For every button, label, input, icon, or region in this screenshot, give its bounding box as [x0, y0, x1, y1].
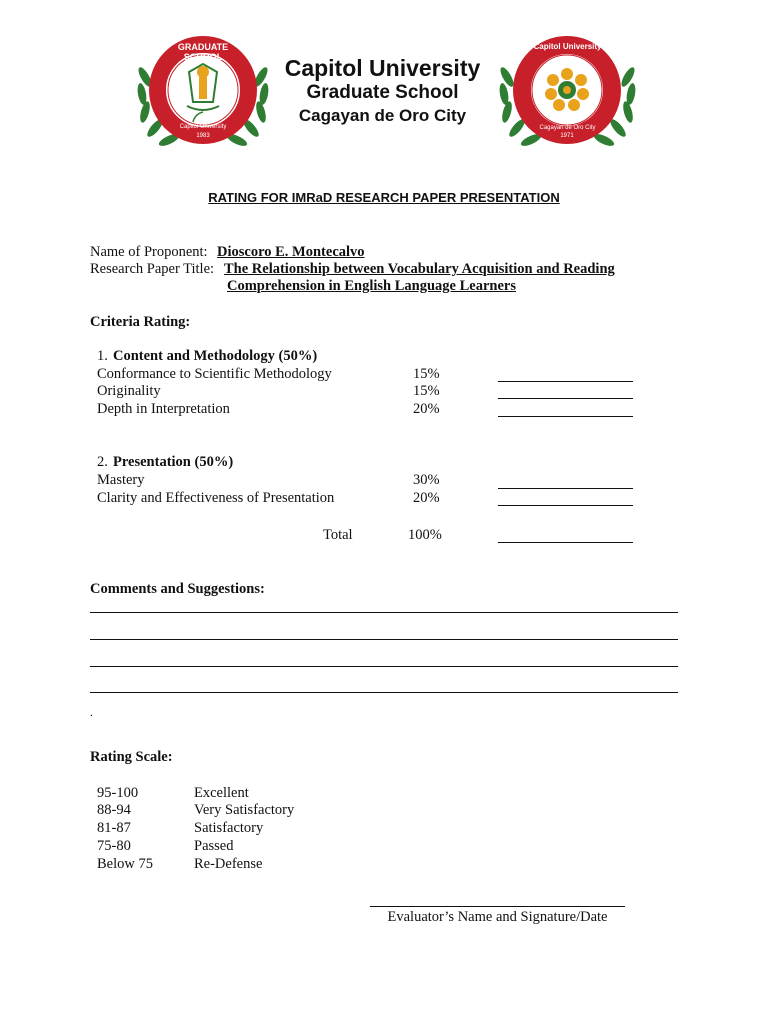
criterion-label: Mastery [97, 472, 145, 488]
scale-range: 88-94 [97, 802, 131, 818]
signature-caption: Evaluator’s Name and Signature/Date [387, 909, 608, 925]
scale-range: 75-80 [97, 838, 131, 854]
city-name: Cagayan de Oro City [298, 106, 467, 125]
comment-line[interactable] [90, 639, 678, 640]
criterion-label: Clarity and Effectiveness of Presentation [97, 490, 335, 506]
university-name: Capitol University [284, 55, 481, 81]
scale-heading: Rating Scale: [90, 749, 173, 765]
rating-blank[interactable] [498, 381, 633, 382]
criterion-label: Originality [97, 383, 161, 399]
left-seal-ring-text: GRADUATE SCHOOL [177, 42, 229, 62]
paper-title-label: Research Paper Title: [90, 261, 215, 277]
comment-line[interactable] [90, 612, 678, 613]
left-seal-inner-text: Capitol University [179, 124, 227, 130]
rating-blank[interactable] [498, 398, 633, 399]
criterion-weight: 20% [413, 401, 440, 417]
criterion-weight: 30% [413, 472, 440, 488]
criterion-weight: 15% [413, 383, 440, 399]
rating-blank[interactable] [498, 416, 633, 417]
scale-range: 81-87 [97, 820, 131, 836]
scale-desc: Passed [194, 838, 234, 854]
section2-title: Presentation (50%) [113, 454, 234, 470]
section1-number: 1. [97, 348, 108, 364]
proponent-label: Name of Proponent: [90, 244, 208, 260]
form-title: RATING FOR IMRaD RESEARCH PAPER PRESENTATION [208, 190, 560, 205]
section2-number: 2. [97, 454, 108, 470]
scale-desc: Re-Defense [194, 856, 263, 872]
comment-line[interactable] [90, 666, 678, 667]
comment-line[interactable] [90, 692, 678, 693]
graduate-school-seal [133, 32, 273, 154]
criterion-label: Depth in Interpretation [97, 401, 230, 417]
rating-blank[interactable] [498, 505, 633, 506]
criterion-weight: 15% [413, 366, 440, 382]
criterion-weight: 20% [413, 490, 440, 506]
signature-line[interactable] [370, 906, 625, 907]
criteria-heading: Criteria Rating: [90, 314, 191, 330]
right-seal-bottom-text: Cagayan de Oro City [539, 125, 596, 131]
scale-desc: Excellent [194, 785, 249, 801]
criterion-label: Conformance to Scientific Methodology [97, 366, 332, 382]
right-seal-ring-text: Capitol University [533, 42, 602, 51]
capitol-university-seal [495, 32, 640, 154]
comments-heading: Comments and Suggestions: [90, 581, 265, 597]
scale-desc: Satisfactory [194, 820, 264, 836]
proponent-name: Dioscoro E. Montecalvo [217, 244, 365, 260]
right-seal-year: 1971 [560, 133, 574, 139]
scale-desc: Very Satisfactory [194, 802, 295, 818]
left-seal-year: 1983 [196, 133, 210, 139]
total-rating-blank[interactable] [498, 542, 633, 543]
total-weight: 100% [408, 527, 442, 543]
total-label: Total [323, 527, 353, 543]
school-name: Graduate School [306, 82, 459, 103]
paper-title-line1: The Relationship between Vocabulary Acquisition and Reading [224, 261, 615, 277]
paper-title-line2: Comprehension in English Language Learners [227, 278, 516, 294]
stray-dot: . [90, 707, 93, 719]
section1-title: Content and Methodology (50%) [113, 348, 318, 364]
scale-range: 95-100 [97, 785, 139, 801]
scale-range: Below 75 [97, 856, 153, 872]
rating-blank[interactable] [498, 488, 633, 489]
